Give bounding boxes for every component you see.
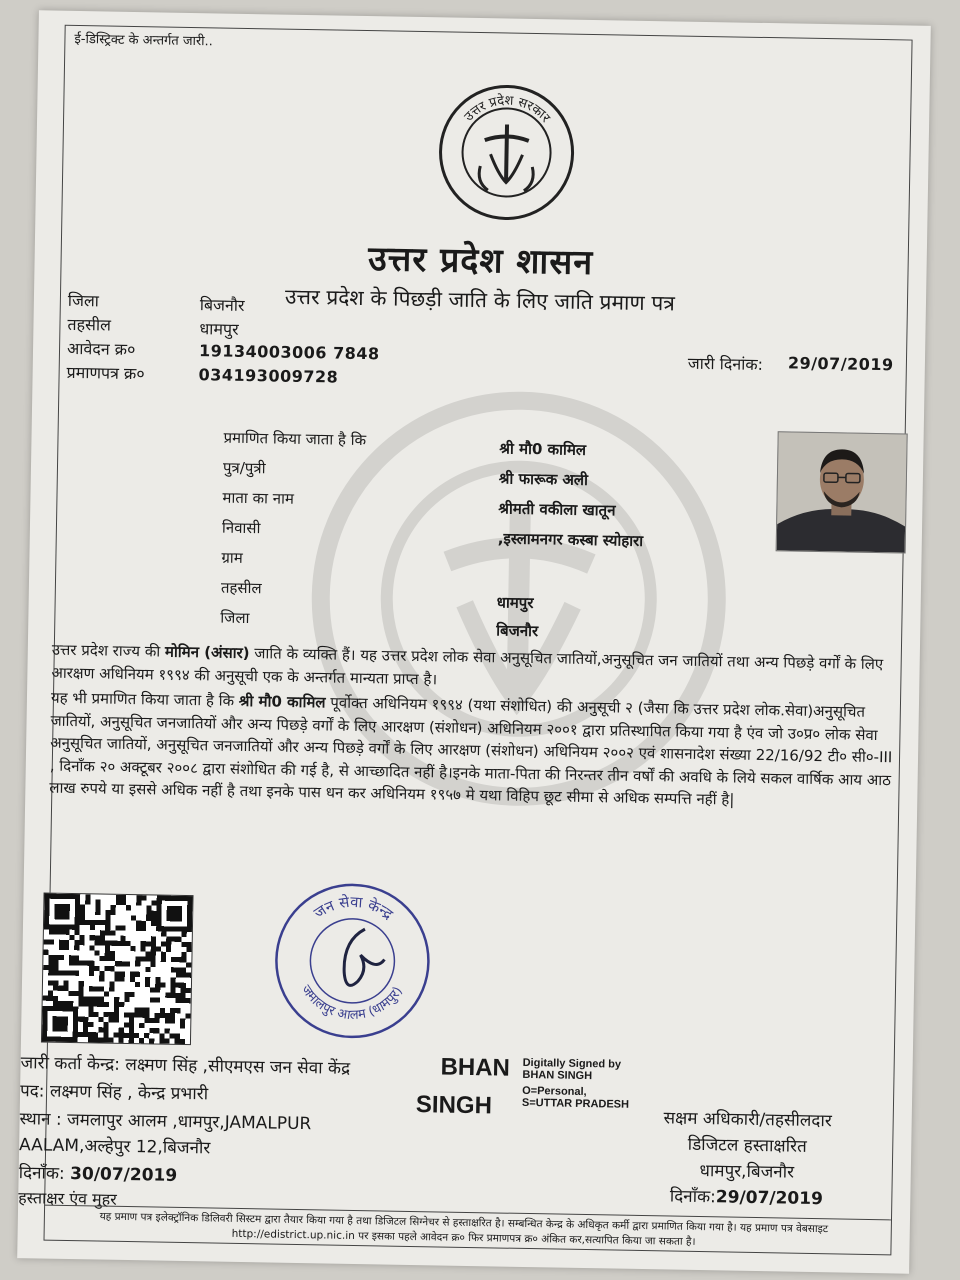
field-label-district: जिला	[220, 608, 250, 628]
field-value-district: बिजनौर	[496, 621, 539, 641]
e-district-note: ई-डिस्ट्रिक्ट के अन्तर्गत जारी..	[74, 31, 214, 50]
district-label: जिला	[67, 290, 100, 311]
digital-sign-detail-2: O=Personal, S=UTTAR PRADESH	[521, 1084, 630, 1111]
issue-date-label: जारी दिनांक:	[687, 353, 764, 375]
jan-seva-kendra-stamp-icon	[271, 880, 434, 1043]
issuing-center: जारी कर्ता केन्द्र: लक्ष्मण सिंह ,सीएमएस जन सेवा केंद्र	[20, 1053, 351, 1079]
officer-digital-sign: डिजिटल हस्ताक्षरित	[687, 1134, 807, 1157]
certificate-title: उत्तर प्रदेश शासन	[367, 239, 594, 284]
district-value: बिजनौर	[199, 295, 245, 315]
field-label-tehsil: तहसील	[220, 578, 262, 598]
application-no-label: आवेदन क्र०	[66, 338, 136, 360]
field-value-resident: ,इस्लामनगर कस्बा स्योहारा	[497, 529, 644, 550]
field-label-mother: माता का नाम	[222, 488, 295, 508]
field-label-resident: निवासी	[221, 518, 261, 538]
svg-text:जन सेवा केन्द्र: जन सेवा केन्द्र	[310, 892, 397, 924]
issuer-place: स्थान : जमलापुर आलम ,धामपुर,JAMALPUR	[19, 1109, 312, 1135]
creamy-layer-statement: यह भी प्रमाणित किया जाता है कि श्री मौ0 कामिल पूर्वोक्त अधिनियम १९९४ (यथा संशोधित) की अनुसूची २ (जैसा कि उत्तर प्रदेश लोक.सेवा)अनुसूचित जातियों, अनुसूचित जनजातियों और अन्य पिछड़े वर्गों के लिए आरक्षण (संशोधन) अधिनियम २००१ द्वारा प्रतिस्थापित किया गया है एंव जो उ०प्र० लोक सेवा अनुसूचित जातियों, अनुसूचित जनजातियों और अन्य पिछड़े वर्गों के लिए आरक्षण (संशोधन) अधिनियम २००२ एवं शासनादेश संख्या 22/16/92 टी० सी०-III , दिनाँक २० अक्टूबर २००८ द्वारा संशोधित की गई है, से आच्छादित नहीं है।इनके माता-पिता की निरन्तर तीन वर्षों की अवधि के लिये सकल वार्षिक आय आठ लाख रुपये या इससे अधिक नहीं है तथा इनके पास धन कर अधिनियम १९५७ मे यथा विहिप छूट सीमा से अधिक सम्पत्ति नहीं है|	[49, 688, 893, 809]
issue-date-value: 29/07/2019	[787, 353, 894, 375]
issuer-place-line-2: AALAM,अल्हेपुर 12,बिजनौर	[18, 1135, 211, 1159]
officer-date: दिनाँक:29/07/2019	[669, 1186, 824, 1210]
certificate-paper	[17, 10, 931, 1273]
certificate-no-label: प्रमाणपत्र क्र०	[66, 362, 145, 384]
field-value-father: श्री फारूक अली	[498, 469, 589, 489]
field-value-mother: श्रीमती वकीला खातून	[498, 499, 616, 520]
issuer-post: पद: लक्ष्मण सिंह , केन्द्र प्रभारी	[19, 1081, 209, 1105]
digital-sign-name-2: SINGH	[415, 1091, 493, 1120]
field-label-village: ग्राम	[221, 548, 243, 567]
certificate-subtitle: उत्तर प्रदेश के पिछड़ी जाति के लिए जाति प्रमाण पत्र	[284, 284, 676, 316]
digital-sign-name-1: BHAN	[440, 1053, 511, 1082]
person-photo-icon	[777, 432, 907, 552]
issuer-date: दिनाँक: 30/07/2019	[18, 1163, 178, 1186]
tehsil-label: तहसील	[67, 314, 112, 335]
field-value-tehsil: धामपुर	[496, 593, 534, 613]
officer-place: धामपुर,बिजनौर	[699, 1161, 795, 1183]
up-govt-emblem-icon	[435, 81, 577, 223]
field-value-name: श्री मौ0 कामिल	[499, 439, 587, 459]
svg-text:जमालपुर आलम (धामपुर): जमालपुर आलम (धामपुर)	[297, 982, 406, 1024]
digital-sign-detail-1: Digitally Signed by BHAN SINGH	[522, 1056, 622, 1083]
caste-statement: उत्तर प्रदेश राज्य की मोमिन (अंसार) जाति के व्यक्ति हैं। यह उत्तर प्रदेश लोक सेवा अनुसूचित जातियों,अनुसूचित जन जातियों तथा अन्य पिछड़े वर्गों के लिए आरक्षण अधिनियम १९९४ की अनुसूची एक के अन्तर्गत मान्यता प्राप्त है।	[51, 640, 884, 688]
officer-title: सक्षम अधिकारी/तहसीलदार	[663, 1108, 832, 1132]
svg-text:उत्तर प्रदेश सरकार: उत्तर प्रदेश सरकार	[461, 93, 553, 126]
applicant-photo	[776, 431, 908, 553]
certificate-no-value: 034193009728	[198, 365, 339, 387]
verification-note: यह प्रमाण पत्र इलेक्ट्रॉनिक डिलिवरी सिस्टम द्वारा तैयार किया गया है तथा डिजिटल सिग्नेचर से हस्ताक्षरित है। सम्बन्धित केन्द्र के अधिकृत कर्मी द्वारा प्रमाणित किया गया है। यह प्रमाण पत्र वेबसाइट http://edistrict.up.nic.in पर इसका पहले आवेदन क्र० फिर प्रमाणपत्र क्र० अंकित कर,सत्यापित किया जा सकता है।	[99, 1210, 829, 1248]
qr-code-icon	[41, 893, 194, 1046]
tehsil-value: धामपुर	[199, 319, 239, 339]
field-label-son-of: पुत्र/पुत्री	[222, 458, 266, 478]
field-label-certified: प्रमाणित किया जाता है कि	[223, 428, 367, 450]
signature-seal-label: हस्ताक्षर एंव मुहर	[18, 1188, 117, 1209]
application-no-value: 19134003006 7848	[198, 341, 380, 364]
